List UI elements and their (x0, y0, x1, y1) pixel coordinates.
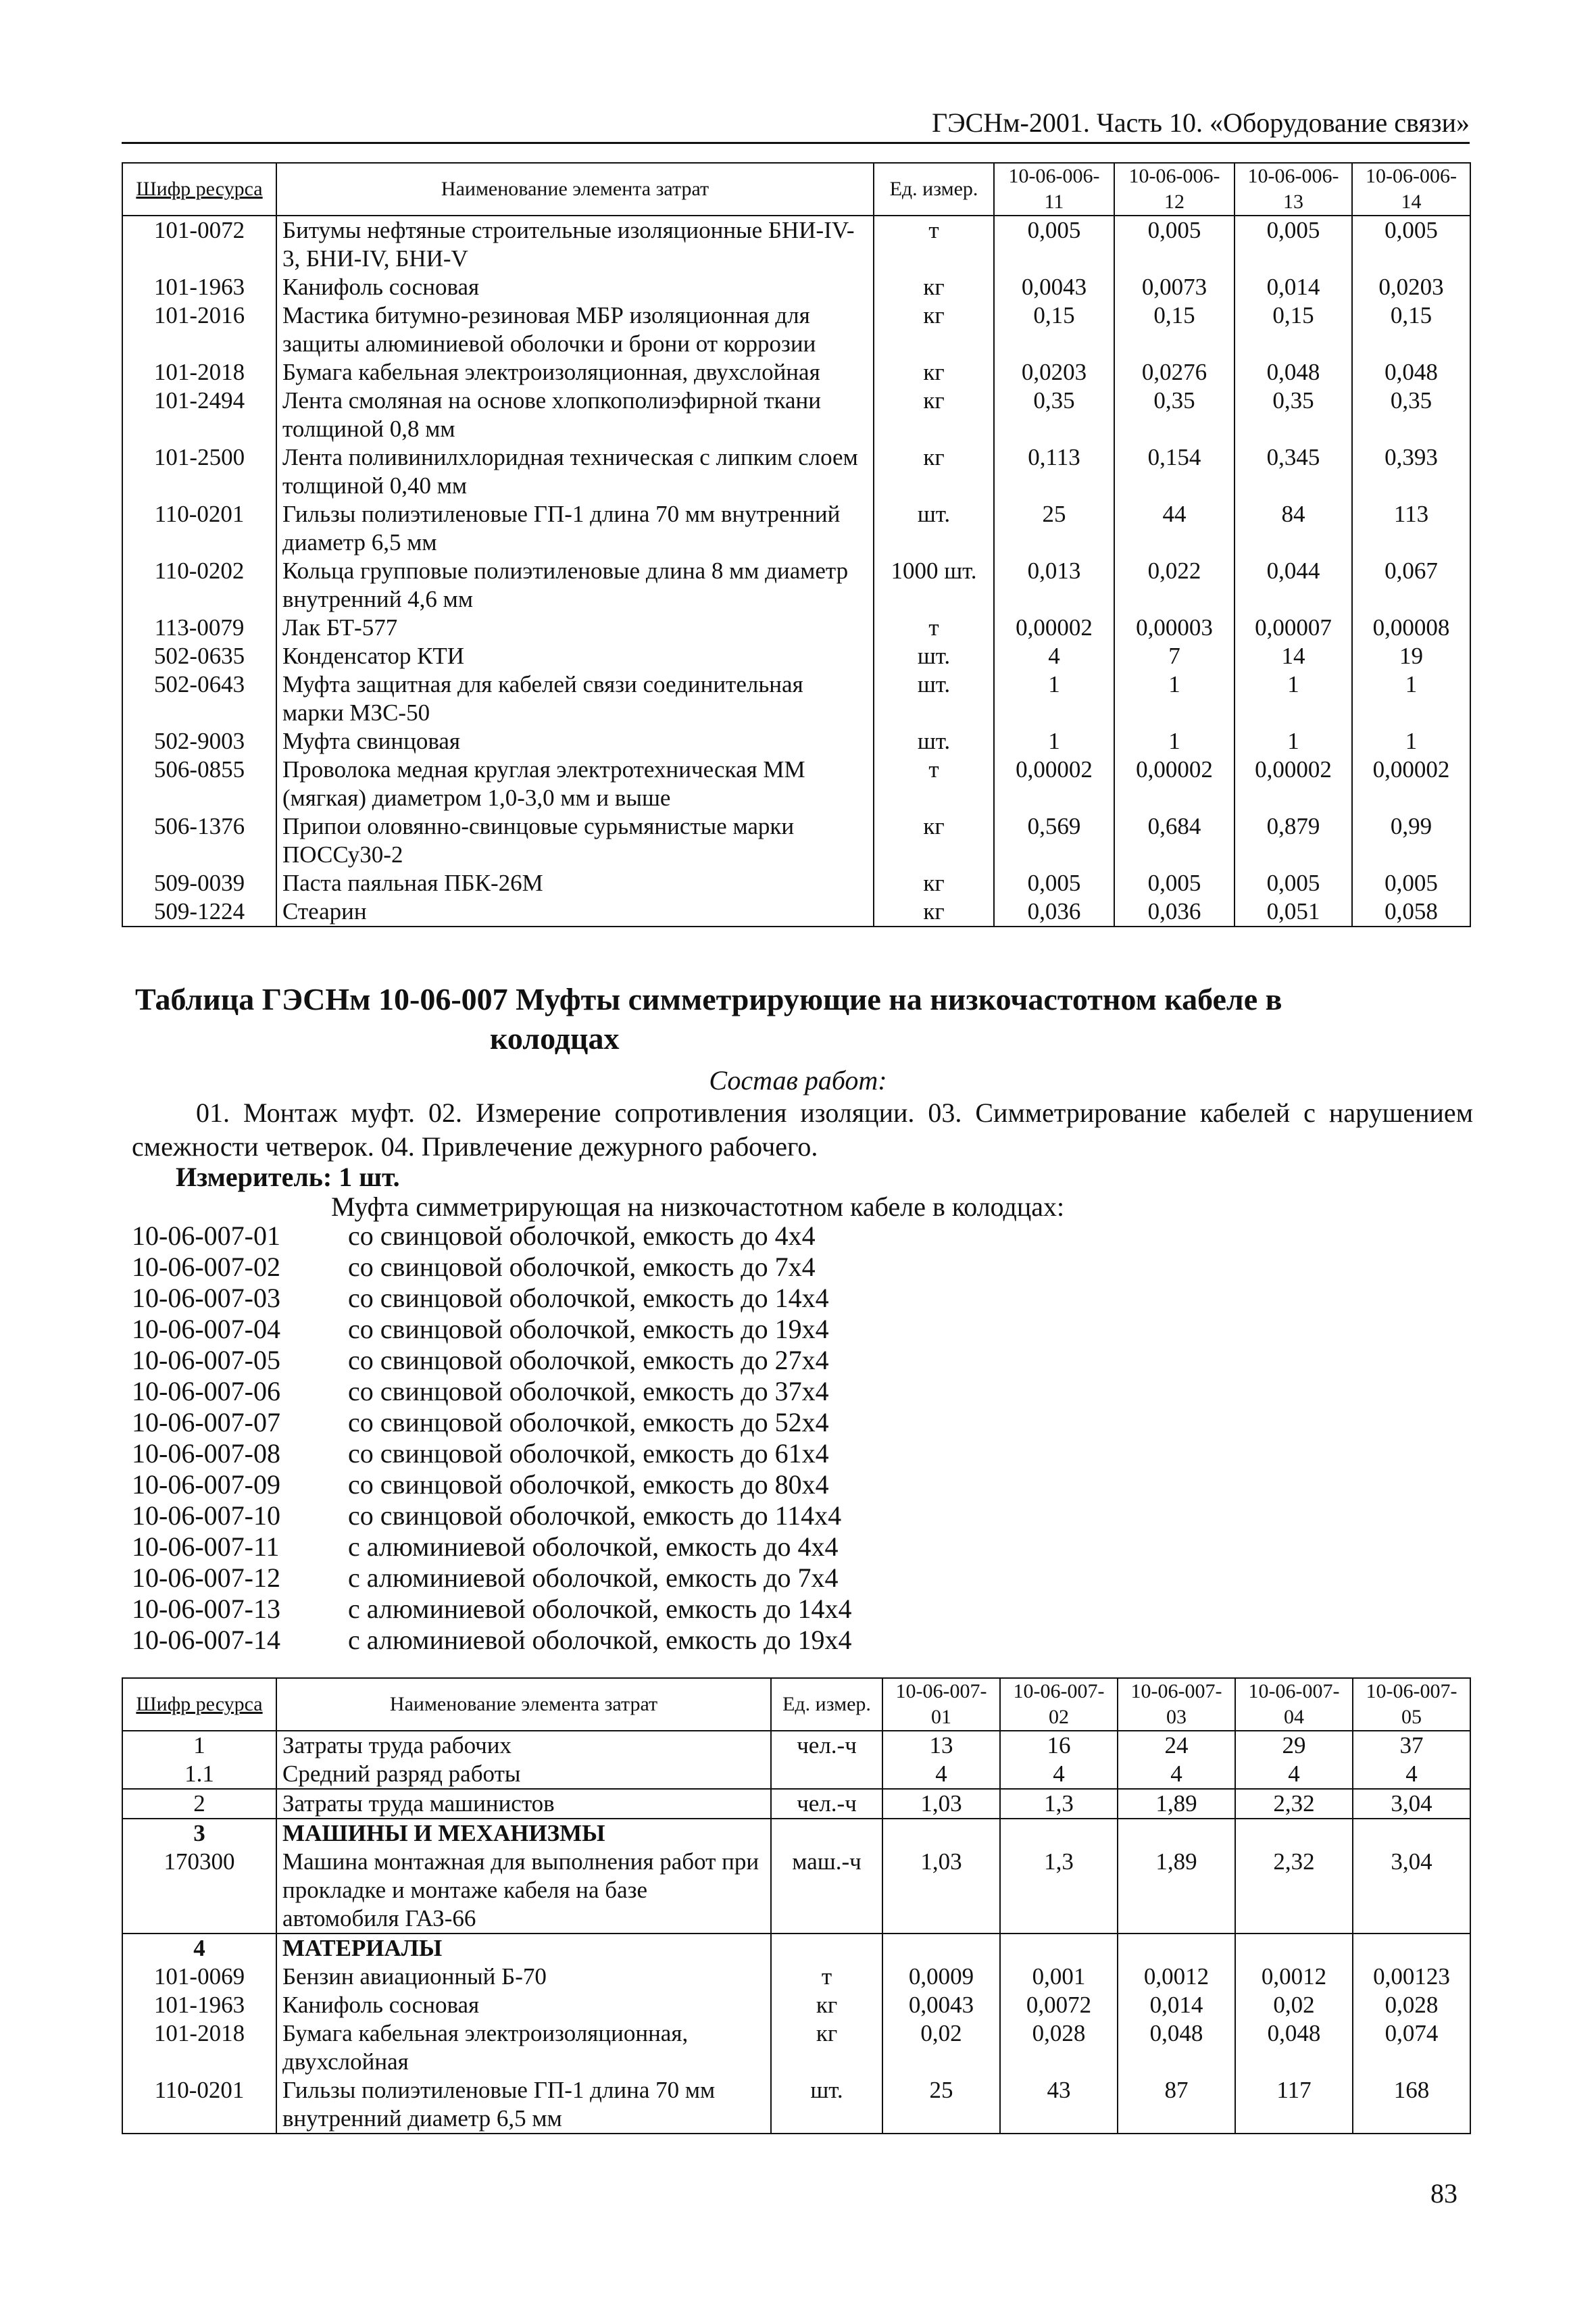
resource-name-cell: Конденсатор КТИ (276, 642, 874, 670)
table-row (122, 642, 1470, 670)
value-cell: 0,044 (1235, 557, 1352, 614)
unit-cell: шт. (874, 727, 994, 756)
unit-cell (771, 1934, 882, 1963)
table-row (122, 670, 1470, 727)
value-cell: 0,036 (994, 897, 1114, 927)
resource-name-cell: Гильзы полиэтиленовые ГП-1 длина 70 мм внутренний диаметр 6,5 мм (276, 2076, 771, 2134)
value-cell: 1,03 (882, 1789, 1000, 1819)
value-cell: 0,001 (1000, 1963, 1118, 1991)
variant-list (132, 1221, 1010, 1656)
table-row (122, 897, 1470, 927)
meter-unit: Измеритель: 1 шт. (176, 1162, 400, 1192)
variant-name: с алюминиевой оболочкой, емкость до 14х4 (348, 1594, 852, 1624)
resource-name-cell: Мастика битумно-резиновая МБР изоляционная для защиты алюминиевой оболочки и брони от коррозии (276, 301, 874, 358)
value-cell (882, 1819, 1000, 1848)
unit-cell: т (874, 216, 994, 273)
table-title-line1: Таблица ГЭСНм 10-06-007 Муфты симметрирующие на низкочастотном кабеле в (135, 982, 1282, 1016)
value-cell: 43 (1000, 2076, 1118, 2134)
variant-item (132, 1531, 1010, 1562)
value-cell: 0,00002 (994, 756, 1114, 812)
resource-name-cell: Канифоль сосновая (276, 273, 874, 301)
value-cell: 13 (882, 1731, 1000, 1760)
column-header: 10-06-007-05 (1353, 1678, 1470, 1731)
value-cell (882, 1934, 1000, 1963)
resource-code-cell: 4 (122, 1934, 276, 1963)
value-cell: 4 (1118, 1760, 1235, 1789)
resource-code-cell: 1 (122, 1731, 276, 1760)
resource-name-cell: Гильзы полиэтиленовые ГП-1 длина 70 мм внутренний диаметр 6,5 мм (276, 500, 874, 557)
resource-name-cell: Лента поливинилхлоридная техническая с липким слоем толщиной 0,40 мм (276, 443, 874, 500)
unit-cell: кг (874, 273, 994, 301)
resource-name-cell: Лента смоляная на основе хлопкополиэфирной ткани толщиной 0,8 мм (276, 387, 874, 443)
value-cell: 0,005 (994, 869, 1114, 897)
value-cell: 0,005 (1352, 216, 1470, 273)
value-cell (1118, 1819, 1235, 1848)
table-row (122, 812, 1470, 869)
resource-name-cell: Битумы нефтяные строительные изоляционные БНИ-IV-3, БНИ-IV, БНИ-V (276, 216, 874, 273)
value-cell: 0,35 (1352, 387, 1470, 443)
resource-name-cell: Муфта свинцовая (276, 727, 874, 756)
variant-code: 10-06-007-02 (132, 1252, 280, 1282)
variant-code: 10-06-007-06 (132, 1376, 280, 1406)
value-cell: 14 (1235, 642, 1352, 670)
value-cell: 0,051 (1235, 897, 1352, 927)
composition-heading: Состав работ: (709, 1065, 887, 1096)
unit-cell (771, 1760, 882, 1789)
value-cell: 44 (1114, 500, 1235, 557)
resource-code-cell: 502-0635 (122, 642, 276, 670)
resource-name-cell: Припои оловянно-свинцовые сурьмянистые марки ПОССу30-2 (276, 812, 874, 869)
value-cell: 1 (1352, 670, 1470, 727)
value-cell: 1,89 (1118, 1848, 1235, 1934)
value-cell: 0,005 (1235, 869, 1352, 897)
table-row (122, 216, 1470, 273)
unit-cell: кг (874, 897, 994, 927)
value-cell: 0,005 (994, 216, 1114, 273)
value-cell: 113 (1352, 500, 1470, 557)
table-row (122, 614, 1470, 642)
value-cell: 1 (1235, 727, 1352, 756)
column-header: 10-06-006-13 (1235, 163, 1352, 216)
value-cell: 1 (1235, 670, 1352, 727)
variant-name: со свинцовой оболочкой, емкость до 19х4 (348, 1314, 829, 1344)
unit-cell: шт. (874, 500, 994, 557)
unit-cell: шт. (874, 670, 994, 727)
variant-item (132, 1562, 1010, 1594)
value-cell: 37 (1353, 1731, 1470, 1760)
unit-cell: т (771, 1963, 882, 1991)
resource-code-cell: 101-0069 (122, 1963, 276, 1991)
value-cell: 0,022 (1114, 557, 1235, 614)
variant-code: 10-06-007-08 (132, 1438, 280, 1469)
value-cell: 0,35 (1114, 387, 1235, 443)
resource-name-cell: Бензин авиационный Б-70 (276, 1963, 771, 1991)
value-cell: 1,89 (1118, 1789, 1235, 1819)
variant-name: со свинцовой оболочкой, емкость до 4х4 (348, 1221, 816, 1251)
variant-code: 10-06-007-09 (132, 1469, 280, 1500)
resource-name-cell: МАШИНЫ И МЕХАНИЗМЫ (276, 1819, 771, 1848)
value-cell: 0,067 (1352, 557, 1470, 614)
value-cell: 7 (1114, 642, 1235, 670)
value-cell: 0,048 (1118, 2019, 1235, 2076)
variant-item (132, 1314, 1010, 1345)
value-cell: 2,32 (1235, 1848, 1353, 1934)
value-cell: 0,058 (1352, 897, 1470, 927)
resource-code-cell: 110-0202 (122, 557, 276, 614)
variant-item (132, 1438, 1010, 1469)
column-header: Ед. измер. (874, 163, 994, 216)
value-cell: 0,00123 (1353, 1963, 1470, 1991)
resource-code-cell: 101-2016 (122, 301, 276, 358)
variant-item (132, 1376, 1010, 1407)
variant-name: со свинцовой оболочкой, емкость до 80х4 (348, 1469, 829, 1500)
value-cell: 0,0203 (1352, 273, 1470, 301)
value-cell: 0,036 (1114, 897, 1235, 927)
resource-name-cell: Бумага кабельная электроизоляционная, двухслойная (276, 2019, 771, 2076)
value-cell: 4 (1000, 1760, 1118, 1789)
table-row (122, 727, 1470, 756)
table-row (122, 1963, 1470, 1991)
value-cell: 0,0073 (1114, 273, 1235, 301)
resource-code-cell: 506-0855 (122, 756, 276, 812)
resource-code-cell: 1.1 (122, 1760, 276, 1789)
unit-cell: кг (874, 358, 994, 387)
resource-name-cell: Машина монтажная для выполнения работ при прокладке и монтаже кабеля на базе автомобиля ГАЗ-66 (276, 1848, 771, 1934)
resource-name-cell: Затраты труда рабочих (276, 1731, 771, 1760)
value-cell: 0,0043 (994, 273, 1114, 301)
resource-code-cell: 110-0201 (122, 500, 276, 557)
page-number: 83 (1430, 2178, 1457, 2209)
value-cell (1235, 1934, 1353, 1963)
resource-name-cell: Паста паяльная ПБК-26М (276, 869, 874, 897)
unit-cell: маш.-ч (771, 1848, 882, 1934)
resource-code-cell: 2 (122, 1789, 276, 1819)
value-cell: 4 (994, 642, 1114, 670)
unit-cell: 1000 шт. (874, 557, 994, 614)
value-cell: 0,00008 (1352, 614, 1470, 642)
unit-cell: кг (874, 301, 994, 358)
value-cell: 1,3 (1000, 1789, 1118, 1819)
value-cell: 1 (994, 727, 1114, 756)
variant-code: 10-06-007-13 (132, 1594, 280, 1624)
value-cell: 2,32 (1235, 1789, 1353, 1819)
value-cell: 0,569 (994, 812, 1114, 869)
value-cell: 4 (1235, 1760, 1353, 1789)
resource-name-cell: Бумага кабельная электроизоляционная, двухслойная (276, 358, 874, 387)
variant-code: 10-06-007-03 (132, 1283, 280, 1313)
variant-name: с алюминиевой оболочкой, емкость до 7х4 (348, 1562, 839, 1593)
variant-item (132, 1500, 1010, 1531)
value-cell: 0,0276 (1114, 358, 1235, 387)
value-cell: 0,35 (994, 387, 1114, 443)
value-cell: 0,684 (1114, 812, 1235, 869)
value-cell: 0,0012 (1118, 1963, 1235, 1991)
unit-cell: кг (874, 443, 994, 500)
column-header: 10-06-007-04 (1235, 1678, 1353, 1731)
resource-name-cell: МАТЕРИАЛЫ (276, 1934, 771, 1963)
variant-item (132, 1221, 1010, 1252)
value-cell: 0,014 (1235, 273, 1352, 301)
value-cell: 4 (1353, 1760, 1470, 1789)
variant-code: 10-06-007-07 (132, 1407, 280, 1437)
value-cell: 0,00003 (1114, 614, 1235, 642)
unit-cell: т (874, 614, 994, 642)
resource-code-cell: 101-1963 (122, 1991, 276, 2019)
column-header: 10-06-006-12 (1114, 163, 1235, 216)
value-cell: 0,15 (1235, 301, 1352, 358)
variant-code: 10-06-007-10 (132, 1500, 280, 1531)
table-row (122, 387, 1470, 443)
table-row (122, 1934, 1470, 1963)
variant-code: 10-06-007-05 (132, 1345, 280, 1375)
value-cell: 0,005 (1114, 869, 1235, 897)
table-row (122, 1760, 1470, 1789)
unit-cell: шт. (874, 642, 994, 670)
value-cell: 0,35 (1235, 387, 1352, 443)
resource-code-cell: 170300 (122, 1848, 276, 1934)
value-cell: 1 (1114, 727, 1235, 756)
value-cell: 1,3 (1000, 1848, 1118, 1934)
resource-name-cell: Затраты труда машинистов (276, 1789, 771, 1819)
value-cell: 3,04 (1353, 1789, 1470, 1819)
value-cell: 0,028 (1353, 1991, 1470, 2019)
value-cell: 0,0072 (1000, 1991, 1118, 2019)
value-cell: 84 (1235, 500, 1352, 557)
table-row (122, 443, 1470, 500)
value-cell (1353, 1819, 1470, 1848)
table-row (122, 2019, 1470, 2076)
table-header-row (122, 163, 1470, 216)
resource-code-cell: 509-0039 (122, 869, 276, 897)
column-header: 10-06-006-11 (994, 163, 1114, 216)
resource-code-cell: 506-1376 (122, 812, 276, 869)
resource-name-cell: Муфта защитная для кабелей связи соединительная марки МЗС-50 (276, 670, 874, 727)
value-cell: 0,0009 (882, 1963, 1000, 1991)
value-cell: 117 (1235, 2076, 1353, 2134)
value-cell: 0,028 (1000, 2019, 1118, 2076)
table-row (122, 869, 1470, 897)
value-cell: 0,15 (1114, 301, 1235, 358)
value-cell: 0,00002 (994, 614, 1114, 642)
value-cell: 0,154 (1114, 443, 1235, 500)
table-row (122, 358, 1470, 387)
value-cell: 0,393 (1352, 443, 1470, 500)
value-cell: 0,15 (1352, 301, 1470, 358)
value-cell: 24 (1118, 1731, 1235, 1760)
table-header-row (122, 1678, 1470, 1731)
unit-cell: кг (874, 869, 994, 897)
column-header: 10-06-007-02 (1000, 1678, 1118, 1731)
unit-cell: шт. (771, 2076, 882, 2134)
resource-code-cell: 502-0643 (122, 670, 276, 727)
resource-code-cell: 101-1963 (122, 273, 276, 301)
value-cell: 1 (1114, 670, 1235, 727)
variant-item (132, 1345, 1010, 1376)
variant-name: со свинцовой оболочкой, емкость до 37х4 (348, 1376, 829, 1406)
value-cell: 25 (882, 2076, 1000, 2134)
value-cell: 1 (1352, 727, 1470, 756)
table-row (122, 756, 1470, 812)
value-cell (1000, 1934, 1118, 1963)
variant-name: со свинцовой оболочкой, емкость до 114х4 (348, 1500, 842, 1531)
value-cell: 0,345 (1235, 443, 1352, 500)
resource-code-cell: 110-0201 (122, 2076, 276, 2134)
variant-item (132, 1407, 1010, 1438)
value-cell: 0,014 (1118, 1991, 1235, 2019)
table-row (122, 1819, 1470, 1848)
variant-name: с алюминиевой оболочкой, емкость до 4х4 (348, 1531, 839, 1562)
variant-name: со свинцовой оболочкой, емкость до 27х4 (348, 1345, 829, 1375)
column-header: Наименование элемента затрат (276, 1678, 771, 1731)
value-cell: 0,048 (1235, 2019, 1353, 2076)
value-cell: 0,048 (1352, 358, 1470, 387)
value-cell: 0,0203 (994, 358, 1114, 387)
value-cell: 4 (882, 1760, 1000, 1789)
value-cell: 19 (1352, 642, 1470, 670)
value-cell: 3,04 (1353, 1848, 1470, 1934)
value-cell: 0,0012 (1235, 1963, 1353, 1991)
work-description: 01. Монтаж муфт. 02. Измерение сопротивления изоляции. 03. Симметрирование кабелей с нарушением смежности четверок. 04. Привлечение дежурного рабочего. (132, 1098, 1473, 1162)
unit-cell: чел.-ч (771, 1731, 882, 1760)
resource-code-cell: 113-0079 (122, 614, 276, 642)
unit-cell: кг (874, 812, 994, 869)
variant-code: 10-06-007-01 (132, 1221, 280, 1251)
value-cell (1235, 1819, 1353, 1848)
variant-item (132, 1283, 1010, 1314)
resource-code-cell: 101-2018 (122, 2019, 276, 2076)
value-cell: 168 (1353, 2076, 1470, 2134)
unit-cell: т (874, 756, 994, 812)
unit-cell: кг (771, 1991, 882, 2019)
value-cell: 25 (994, 500, 1114, 557)
variant-code: 10-06-007-11 (132, 1531, 280, 1562)
column-header: Ед. измер. (771, 1678, 882, 1731)
value-cell: 0,00002 (1235, 756, 1352, 812)
running-header-text: ГЭСНм-2001. Часть 10. «Оборудование связи» (932, 107, 1470, 138)
resource-table-006 (122, 162, 1471, 927)
variant-code: 10-06-007-14 (132, 1625, 280, 1655)
value-cell: 0,00007 (1235, 614, 1352, 642)
column-header: Наименование элемента затрат (276, 163, 874, 216)
value-cell: 0,00002 (1114, 756, 1235, 812)
column-header: Шифр ресурса (122, 163, 276, 216)
variant-name: со свинцовой оболочкой, емкость до 61х4 (348, 1438, 829, 1469)
resource-name-cell: Кольца групповые полиэтиленовые длина 8 мм диаметр внутренний 4,6 мм (276, 557, 874, 614)
value-cell (1353, 1934, 1470, 1963)
value-cell: 16 (1000, 1731, 1118, 1760)
resource-code-cell: 101-2494 (122, 387, 276, 443)
column-header: 10-06-006-14 (1352, 163, 1470, 216)
variant-item (132, 1625, 1010, 1656)
variant-name: со свинцовой оболочкой, емкость до 14х4 (348, 1283, 829, 1313)
unit-cell (771, 1819, 882, 1848)
column-header: Шифр ресурса (122, 1678, 276, 1731)
table-row (122, 500, 1470, 557)
value-cell: 0,005 (1114, 216, 1235, 273)
variants-intro: Муфта симметрирующая на низкочастотном кабеле в колодцах: (331, 1191, 1065, 1222)
table-row (122, 557, 1470, 614)
value-cell: 0,048 (1235, 358, 1352, 387)
value-cell (1000, 1819, 1118, 1848)
column-header: 10-06-007-03 (1118, 1678, 1235, 1731)
unit-cell: чел.-ч (771, 1789, 882, 1819)
resource-name-cell: Средний разряд работы (276, 1760, 771, 1789)
variant-name: с алюминиевой оболочкой, емкость до 19х4 (348, 1625, 852, 1655)
table-row (122, 273, 1470, 301)
resource-name-cell: Проволока медная круглая электротехническая ММ (мягкая) диаметром 1,0-3,0 мм и выше (276, 756, 874, 812)
resource-name-cell: Лак БТ-577 (276, 614, 874, 642)
table-row (122, 1731, 1470, 1760)
variant-item (132, 1594, 1010, 1625)
resource-name-cell: Стеарин (276, 897, 874, 927)
resource-code-cell: 101-2500 (122, 443, 276, 500)
table-row (122, 1789, 1470, 1819)
variant-item (132, 1469, 1010, 1500)
table-title-line2: колодцах (490, 1021, 620, 1056)
value-cell: 0,879 (1235, 812, 1352, 869)
variant-code: 10-06-007-04 (132, 1314, 280, 1344)
running-header (122, 107, 1470, 144)
value-cell: 1,03 (882, 1848, 1000, 1934)
value-cell: 0,005 (1352, 869, 1470, 897)
column-header: 10-06-007-01 (882, 1678, 1000, 1731)
value-cell: 0,0043 (882, 1991, 1000, 2019)
table-row (122, 2076, 1470, 2134)
variant-name: со свинцовой оболочкой, емкость до 52х4 (348, 1407, 829, 1437)
resource-table-007 (122, 1677, 1471, 2134)
variant-code: 10-06-007-12 (132, 1562, 280, 1593)
table-row (122, 1848, 1470, 1934)
variant-item (132, 1252, 1010, 1283)
table-row (122, 1991, 1470, 2019)
value-cell: 29 (1235, 1731, 1353, 1760)
table-row (122, 301, 1470, 358)
value-cell: 0,013 (994, 557, 1114, 614)
value-cell: 0,02 (1235, 1991, 1353, 2019)
value-cell (1118, 1934, 1235, 1963)
variant-name: со свинцовой оболочкой, емкость до 7х4 (348, 1252, 816, 1282)
value-cell: 0,99 (1352, 812, 1470, 869)
resource-code-cell: 502-9003 (122, 727, 276, 756)
value-cell: 1 (994, 670, 1114, 727)
unit-cell: кг (771, 2019, 882, 2076)
value-cell: 0,02 (882, 2019, 1000, 2076)
value-cell: 0,00002 (1352, 756, 1470, 812)
resource-name-cell: Канифоль сосновая (276, 1991, 771, 2019)
value-cell: 0,113 (994, 443, 1114, 500)
unit-cell: кг (874, 387, 994, 443)
value-cell: 0,005 (1235, 216, 1352, 273)
resource-code-cell: 101-2018 (122, 358, 276, 387)
resource-code-cell: 101-0072 (122, 216, 276, 273)
value-cell: 0,15 (994, 301, 1114, 358)
resource-code-cell: 509-1224 (122, 897, 276, 927)
value-cell: 0,074 (1353, 2019, 1470, 2076)
resource-code-cell: 3 (122, 1819, 276, 1848)
value-cell: 87 (1118, 2076, 1235, 2134)
